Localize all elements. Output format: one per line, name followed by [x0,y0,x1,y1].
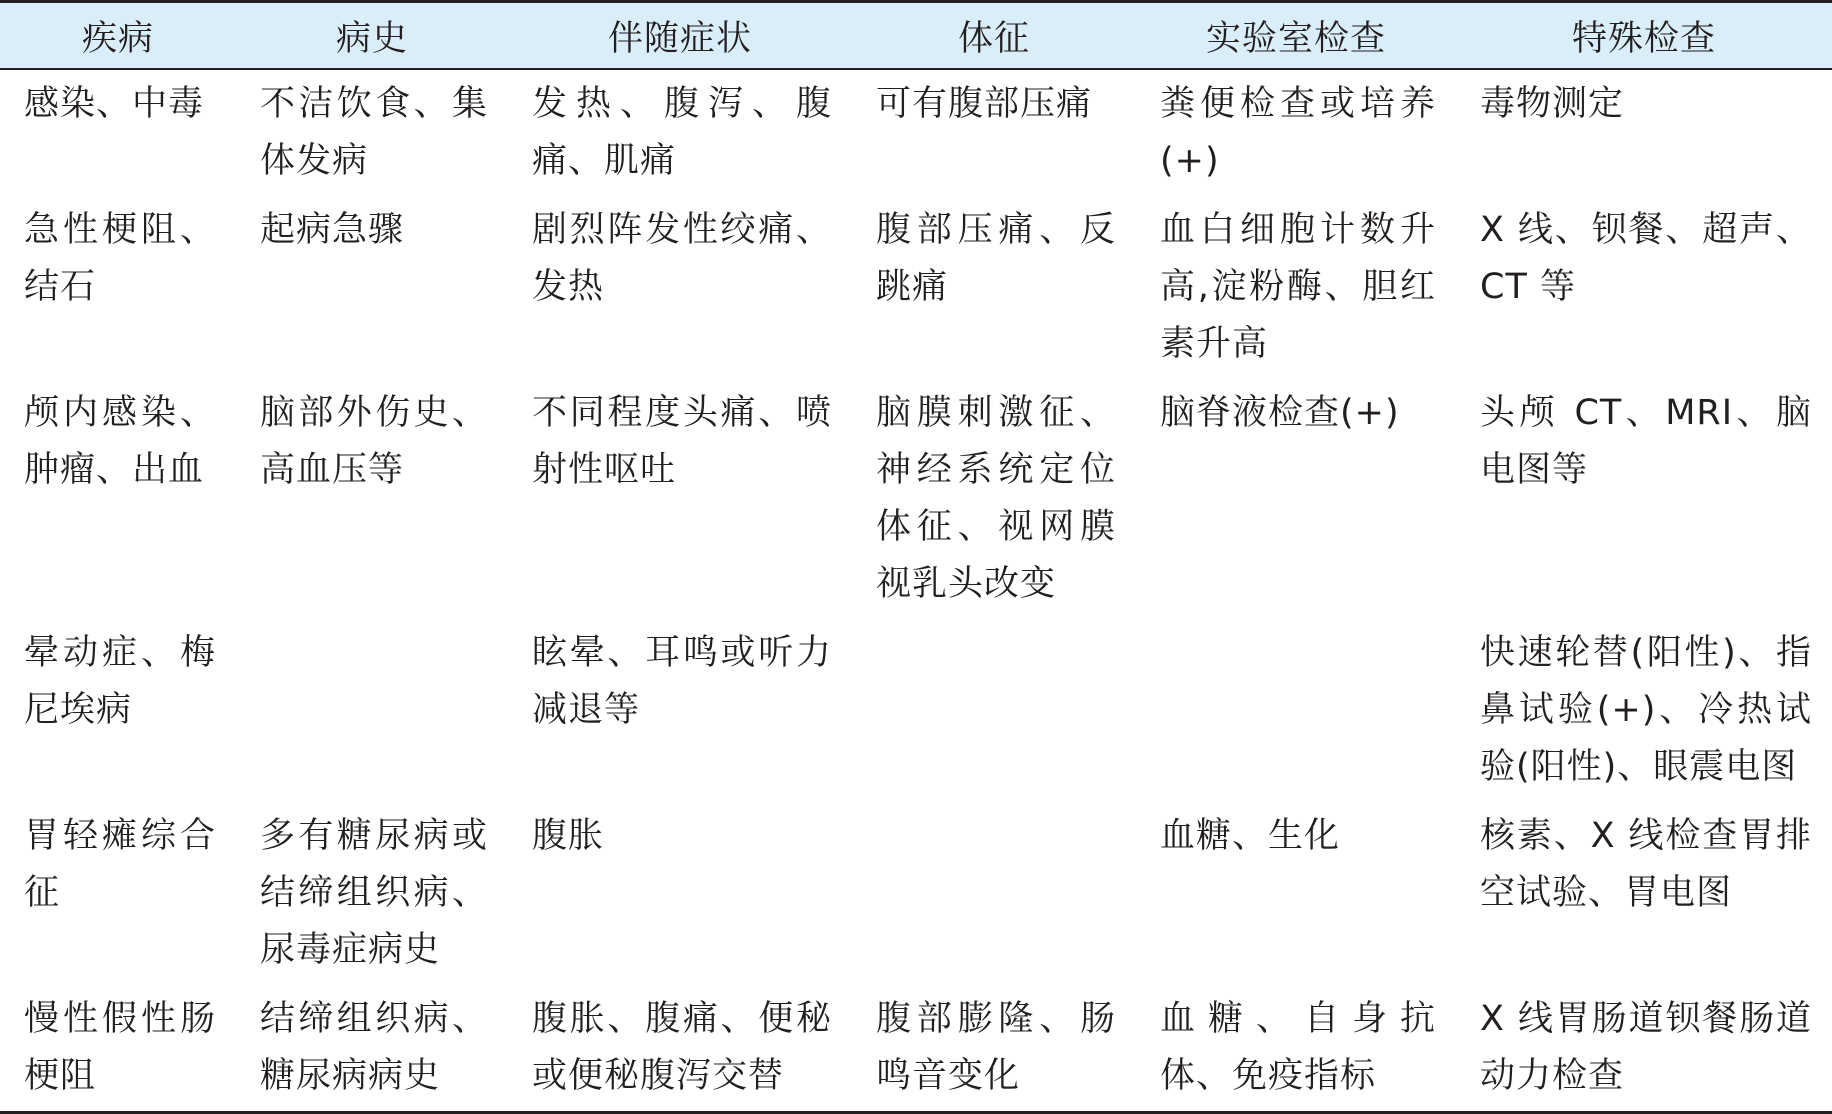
cell-lab-tests: 血糖、生化 [1160,816,1341,856]
cell-lab-tests: 血糖、自身抗体、免疫指标 [1136,985,1456,1113]
cell-signs: 可有腹部压痛 [876,84,1093,124]
table-row [0,619,1832,802]
cell-lab-tests [1136,619,1456,802]
cell-symptoms: 发热、腹泻、腹痛、肌痛 [532,84,832,181]
cell-signs: 腹部压痛、反跳痛 [876,210,1116,307]
cell-special-tests: 快速轮替(阳性)、指鼻试验(+)、冷热试验(阳性)、眼震电图 [1480,633,1812,787]
cell-signs: 腹部膨隆、肠鸣音变化 [852,985,1136,1113]
header-signs: 体征 [852,2,1136,70]
header-disease: 疾病 [0,2,236,70]
cell-history: 起病急骤 [260,210,405,250]
table-body [0,69,1832,1113]
cell-disease: 颅内感染、肿瘤、出血 [24,393,216,490]
cell-special-tests: 毒物测定 [1480,84,1625,124]
cell-special-tests: X 线、钡餐、超声、CT 等 [1480,210,1812,307]
cell-symptoms: 眩晕、耳鸣或听力减退等 [532,633,832,730]
table-row [0,802,1832,985]
table-row [0,985,1832,1113]
cell-history: 结缔组织病、糖尿病病史 [236,985,508,1113]
cell-signs [852,619,1136,802]
header-row [0,2,1832,70]
table-header [0,2,1832,70]
cell-special-tests: 头颅 CT、MRI、脑电图等 [1480,393,1812,490]
cell-disease: 急性梗阻、结石 [24,210,216,307]
cell-special-tests: X 线胃肠道钡餐肠道动力检查 [1456,985,1832,1113]
cell-disease: 晕动症、梅尼埃病 [24,633,216,730]
table-row [0,69,1832,196]
cell-lab-tests: 粪便检查或培养(+) [1160,84,1436,181]
header-symptoms: 伴随症状 [508,2,852,70]
table-row [0,196,1832,379]
header-history: 病史 [236,2,508,70]
cell-history: 多有糖尿病或结缔组织病、尿毒症病史 [260,816,488,970]
cell-history: 脑部外伤史、高血压等 [260,393,488,490]
cell-symptoms: 腹胀 [532,816,605,856]
cell-signs: 脑膜刺激征、神经系统定位体征、视网膜视乳头改变 [876,393,1116,604]
cell-history: 不洁饮食、集体发病 [260,84,488,181]
cell-signs [852,802,1136,985]
cell-disease: 感染、中毒 [24,84,205,124]
cell-disease: 胃轻瘫综合征 [24,816,216,913]
header-special-tests: 特殊检查 [1456,2,1832,70]
cell-symptoms: 不同程度头痛、喷射性呕吐 [532,393,832,490]
cell-lab-tests: 血白细胞计数升高,淀粉酶、胆红素升高 [1160,210,1436,364]
cell-special-tests: 核素、X 线检查胃排空试验、胃电图 [1480,816,1812,913]
header-lab-tests: 实验室检查 [1136,2,1456,70]
cell-symptoms: 腹胀、腹痛、便秘或便秘腹泻交替 [508,985,852,1113]
cell-symptoms: 剧烈阵发性绞痛、发热 [532,210,832,307]
table-row [0,379,1832,619]
cell-disease: 慢性假性肠梗阻 [0,985,236,1113]
cell-lab-tests: 脑脊液检查(+) [1160,393,1400,433]
cell-history [236,619,508,802]
